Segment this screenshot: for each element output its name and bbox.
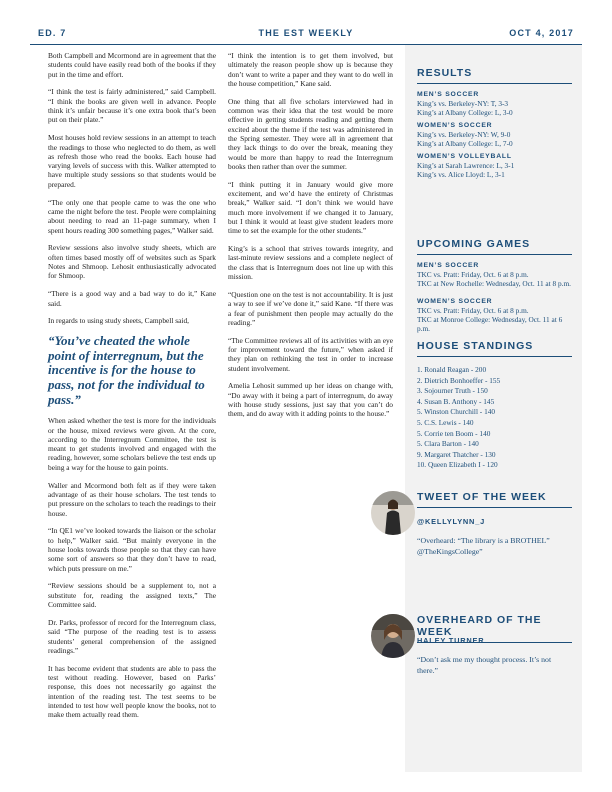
paragraph: “I think putting it in January would give more excitement, and we’d have the entirety of Christmas break,” Walker said. “I don’t think we would have much more involvement if we changed it to January, but I think it would at least give student leaders more time to set the example for the other students.” (228, 179, 393, 236)
paragraph: Both Campbell and Mcormond are in agreement that the students could have easily read both of the books if they put in the time and effort. (48, 51, 216, 79)
paragraph: “There is a good way and a bad way to do it,” Kane said. (48, 289, 216, 308)
sidebar (405, 45, 582, 772)
standings-item: 5. Clara Barton - 140 (417, 439, 479, 449)
house-standings-heading: HOUSE STANDINGS (417, 340, 572, 357)
overheard-name: HALEY TURNER (417, 636, 485, 645)
overheard-quote: “Don’t ask me my thought process. It’s not there.” (417, 655, 552, 675)
publication-title: THE EST WEEKLY (258, 28, 354, 38)
tweet-quote: “Overheard: “The library is a BROTHEL” @TheKingsCollege” (417, 536, 550, 556)
overheard-of-the-week (405, 600, 582, 710)
result-line: King’s vs. Alice Lloyd: L, 3-1 (417, 170, 505, 179)
standings-item: 9. Margaret Thatcher - 130 (417, 449, 496, 459)
tweet-of-the-week (405, 477, 582, 607)
standings-item: 10. Queen Elizabeth I - 120 (417, 460, 498, 470)
upcoming-line: TKC vs. Pratt: Friday, Oct. 6 at 8 p.m. (417, 270, 529, 279)
paragraph: “I think the intention is to get them involved, but ultimately the reason people show up is because they don’t want to write a paper and they want to do well in the house competition,” Kane said. (228, 51, 393, 88)
tweet-heading: TWEET OF THE WEEK (417, 491, 572, 508)
edition-label: ED. 7 (38, 28, 67, 38)
paragraph: “The Committee reviews all of its activities with an eye for improvement toward the future,” when asked if they plan on rethinking the test in order to increase student involvement. (228, 335, 393, 373)
result-line: King’s at Albany College: L, 3-0 (417, 108, 513, 117)
paragraph: In regards to using study sheets, Campbell said, (48, 316, 190, 326)
pull-quote: “You’ve cheated the whole point of interregnum, but the incentive is for the house to pass, not for the individual to pass.” (48, 333, 205, 407)
issue-date: OCT 4, 2017 (509, 28, 574, 38)
paragraph: “Review sessions should be a supplement to, not a substitute for, reading the assigned texts,” The Committee said. (48, 581, 216, 610)
result-line: King’s vs. Berkeley-NY: W, 9-0 (417, 130, 511, 139)
paragraph: One thing that all five scholars interviewed had in common was their idea that the test would be more effective in getting students reading and getting them excited about the theme if the test was administered in the Spring semester. They were all in agreement that they lack things to do over the break, meaning they would be more than happy to read the Interregnum books then rather than over the summer. (228, 96, 393, 171)
paragraph: Most houses hold review sessions in an attempt to teach the readings to those who neglected to do them, as well as refresh those who read the books. Each house had varying levels of success with this. Walker attempted to have multiple study sessions so that students would be prepared. (48, 133, 216, 189)
upcoming-group-title: MEN’S SOCCER (417, 262, 480, 269)
paragraph: Amelia Lehosit summed up her ideas on change with, “Do away with it being a part of interregnum, do away with house study sessions, just say that you can’t do them, and do away with it adding points to the house.” (228, 381, 393, 419)
results-group-title: WOMEN’S SOCCER (417, 122, 493, 129)
results-heading: RESULTS (417, 67, 572, 84)
avatar (371, 491, 415, 535)
house-standings-list (417, 365, 574, 471)
result-line: King’s at Sarah Lawrence: L, 3-1 (417, 161, 515, 170)
paragraph: Review sessions also involve study sheets, which are often times based mostly off of websites such as Spark Notes and Shmoop. Lehosit enthusiastically advocated for Shmoop. (48, 243, 216, 281)
standings-item: 3. Sojourner Truth - 150 (417, 386, 488, 396)
paragraph: It has become evident that students are able to pass the test without reading. However, based on Parks’ response, this does not necessarily go against the intention of the reading test. The test seems to be intended to test how well people know the books, not to make them actually read them. (48, 663, 216, 720)
paragraph: “In QE1 we’ve looked towards the liaison or the scholar to help,” Walker said. “But mainly everyone in the house looks towards those people so that they can have some sort of answers so that they don’t have to read, which puts pressure on me.” (48, 526, 216, 573)
paragraph: “I think the test is fairly administered,” said Campbell. “I think the books are given well in advance. People think it’s unfair because it’s one extra book that’s been put on their plate.” (48, 87, 216, 125)
result-line: King’s at Albany College: L, 7-0 (417, 139, 513, 148)
standings-item: 5. Winston Churchill - 140 (417, 407, 496, 417)
overheard-heading: OVERHEARD OF THE WEEK (417, 614, 572, 643)
standings-item: 1. Ronald Reagan - 200 (417, 365, 487, 374)
masthead-bar (30, 22, 582, 44)
paragraph: Dr. Parks, professor of record for the Interregnum class, said “The purpose of the reading test is to assess students’ general comprehension of the assigned readings.” (48, 617, 216, 655)
upcoming-line: TKC at Monroe College: Wednesday, Oct. 11 at 6 p.m. (417, 315, 563, 333)
results-group-title: WOMEN’S VOLLEYBALL (417, 153, 512, 160)
result-line: King’s vs. Berkeley-NY: T, 3-3 (417, 99, 509, 108)
paragraph: King’s is a school that strives towards integrity, and last-minute review sessions and a complete neglect of the class that is Interregnum does not line up with this mission. (228, 244, 393, 282)
article-column-2 (228, 51, 393, 427)
upcoming-group-title: WOMEN’S SOCCER (417, 298, 493, 305)
paragraph: “The only one that people came to was the one who came the night before the test. People were complaining about needing to read an 11-page summary, when I spent hours reading 300 something pages,” Walker said. (48, 197, 216, 235)
article-column-1 (48, 51, 216, 728)
avatar (371, 614, 415, 658)
standings-item: 5. Corrie ten Boom - 140 (417, 428, 491, 438)
standings-item: 5. C.S. Lewis - 140 (417, 417, 474, 427)
paragraph: When asked whether the test is more for the individuals or the house, mixed reviews were given. At the core, according to the Interregnum Committee, the test is meant to get students involved and engaged with the reading, however, some scholars believe the test ends up being a way for the house to gain points. (48, 416, 216, 472)
upcoming-games-list (417, 257, 574, 333)
upcoming-line: TKC at New Rochelle: Wednesday, Oct. 11 at 8 p.m. (417, 279, 571, 288)
upcoming-games-heading: UPCOMING GAMES (417, 238, 572, 255)
paragraph: “Question one on the test is not accountability. It is just a way to see if we’ve done it,” said Kane. “If there was a fear of punishment then people may actually do the reading.” (228, 289, 393, 327)
results-list (417, 86, 574, 179)
paragraph: Waller and Mcormond both felt as if they were taken advantage of as their house scholars. The test tends to put pressure on the scholars to teach the readings to their house. (48, 480, 216, 518)
upcoming-line: TKC vs. Pratt: Friday, Oct. 6 at 8 p.m. (417, 306, 529, 315)
results-group-title: MEN’S SOCCER (417, 91, 480, 98)
standings-item: 4. Susan B. Anthony - 145 (417, 396, 495, 406)
tweet-handle: @KELLYLYNN_J (417, 517, 486, 526)
standings-item: 2. Dietrich Bonhoeffer - 155 (417, 375, 501, 385)
